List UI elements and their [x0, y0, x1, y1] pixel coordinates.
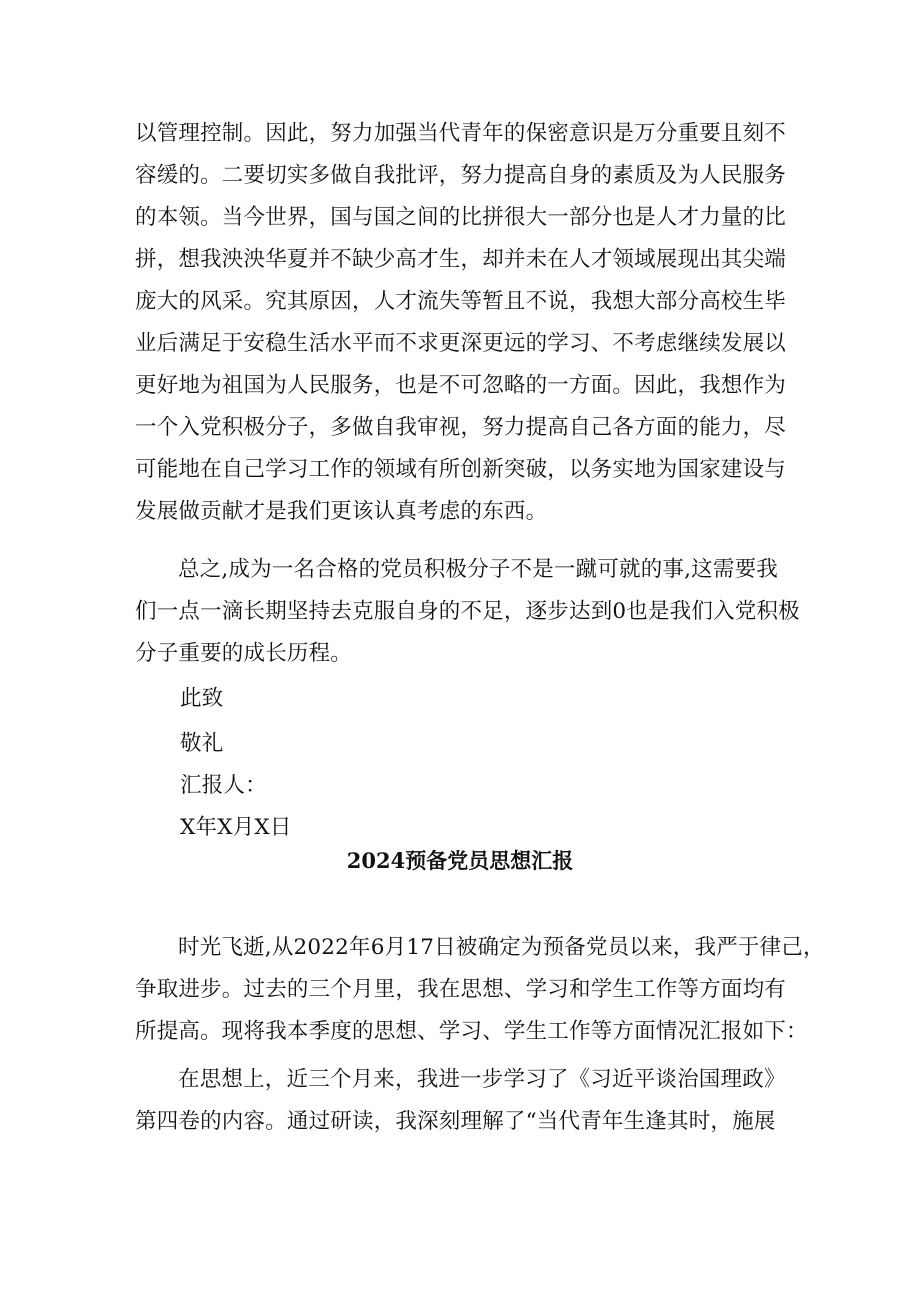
- intro-line: 时光飞逝,从2022年6月17日被确定为预备党员以来，我严于律己，: [178, 935, 825, 960]
- thought-line: 在思想上，近三个月来，我进一步学习了《习近平谈治国理政》: [178, 1067, 786, 1092]
- conclusion-line: 分子重要的成长历程。: [135, 641, 353, 666]
- conclusion-line: 总之,成为一名合格的党员积极分子不是一蹴可就的事,这需要我: [178, 557, 778, 582]
- salutation-jing-li: 敬礼: [180, 731, 224, 756]
- conclusion-line: 们一点一滴长期坚持去克服自身的不足，逐步达到0也是我们入党积极: [135, 599, 800, 624]
- body-line: 庞大的风采。究其原因，人才流失等暂且不说，我想大部分高校生毕: [135, 289, 787, 314]
- body-line: 可能地在自己学习工作的领域有所创新突破，以务实地为国家建设与: [135, 457, 787, 482]
- body-line: 的本领。当今世界，国与国之间的比拼很大一部分也是人才力量的比: [135, 205, 787, 230]
- section-title: 2024预备党员思想汇报: [346, 848, 574, 873]
- reporter-label: 汇报人：: [180, 773, 267, 798]
- body-line: 发展做贡献才是我们更该认真考虑的东西。: [135, 499, 548, 524]
- body-line: 业后满足于安稳生活水平而不求更深更远的学习、不考虑继续发展以: [135, 331, 787, 356]
- intro-line: 所提高。现将我本季度的思想、学习、学生工作等方面情况汇报如下：: [135, 1019, 808, 1044]
- thought-line: 第四卷的内容。通过研读，我深刻理解了“当代青年生逢其时，施展: [135, 1109, 776, 1134]
- body-line: 容缓的。二要切实多做自我批评，努力提高自身的素质及为人民服务: [135, 163, 787, 188]
- body-line: 以管理控制。因此，努力加强当代青年的保密意识是万分重要且刻不: [135, 121, 787, 146]
- body-line: 拼，想我泱泱华夏并不缺少高才生，却并未在人才领域展现出其尖端: [135, 247, 787, 272]
- report-date: X年X月X日: [180, 815, 292, 840]
- body-line: 更好地为祖国为人民服务，也是不可忽略的一方面。因此，我想作为: [135, 373, 787, 398]
- salutation-ci-zhi: 此致: [180, 686, 224, 711]
- intro-line: 争取进步。过去的三个月里，我在思想、学习和学生工作等方面均有: [135, 977, 787, 1002]
- body-line: 一个入党积极分子，多做自我审视，努力提高自己各方面的能力，尽: [135, 415, 787, 440]
